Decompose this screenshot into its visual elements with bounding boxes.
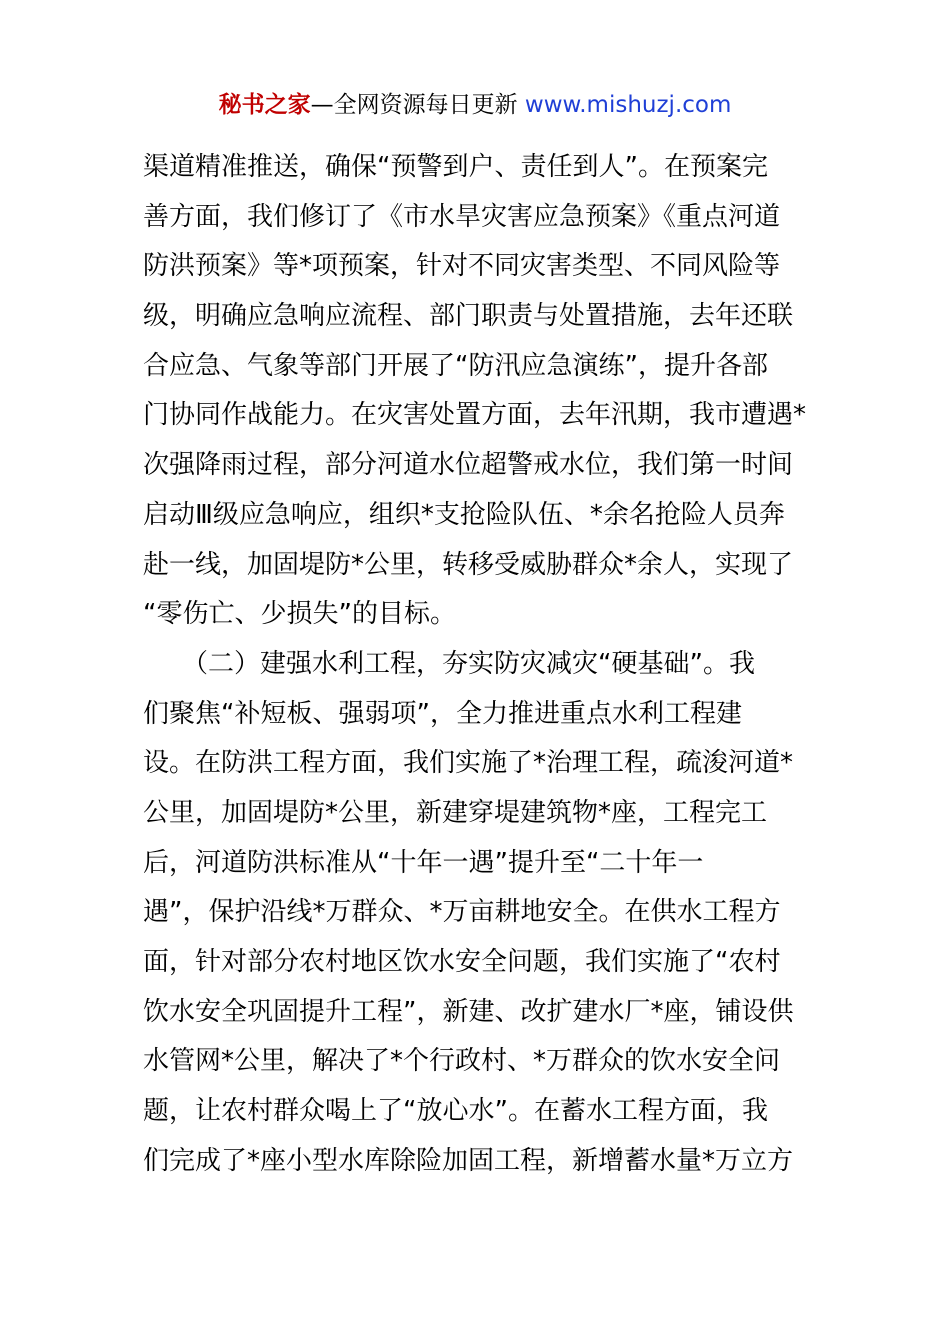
text-line: 们聚焦“补短板、强弱项”，全力推进重点水利工程建	[143, 698, 742, 729]
text-line: 次强降雨过程，部分河道水位超警戒水位，我们第一时间	[143, 450, 794, 481]
text-line: 合应急、气象等部门开展了“防汛应急演练”，提升各部	[143, 350, 768, 381]
header-tagline: —全网资源每日更新	[310, 92, 525, 118]
text-line: 级，明确应急响应流程、部门职责与处置措施，去年还联	[143, 301, 794, 332]
text-line: 们完成了*座小型水库除险加固工程，新增蓄水量*万立方	[143, 1145, 794, 1176]
text-line: “零伤亡、少损失”的目标。	[143, 599, 456, 630]
text-line: 题，让农村群众喝上了“放心水”。在蓄水工程方面，我	[143, 1096, 768, 1127]
text-line: 水管网*公里，解决了*个行政村、*万群众的饮水安全问	[143, 1046, 781, 1077]
text-line: 门协同作战能力。在灾害处置方面，去年汛期，我市遭遇*	[143, 400, 807, 431]
text-line: 面，针对部分农村地区饮水安全问题，我们实施了“农村	[143, 947, 781, 977]
page-header	[0, 88, 950, 122]
text-line: 善方面，我们修订了《市水旱灾害应急预案》《重点河道	[143, 201, 781, 232]
text-line: 渠道精准推送，确保“预警到户、责任到人”。在预案完	[143, 152, 768, 182]
section-heading-line: （二）建强水利工程，夯实防灾减灾“硬基础”。我	[143, 648, 755, 679]
brand-name: 秘书之家	[218, 92, 311, 118]
text-line: 后，河道防洪标准从“十年一遇”提升至“二十年一	[143, 847, 704, 878]
text-line: 饮水安全巩固提升工程”，新建、改扩建水厂*座，铺设供	[143, 996, 794, 1027]
text-line: 遇”，保护沿线*万群众、*万亩耕地安全。在供水工程方	[143, 897, 781, 928]
text-line: 启动Ⅲ级应急响应，组织*支抢险队伍、*余名抢险人员奔	[143, 499, 785, 530]
document-body	[143, 143, 823, 1186]
text-line: 公里，加固堤防*公里，新建穿堤建筑物*座，工程完工	[143, 797, 768, 828]
text-line: 设。在防洪工程方面，我们实施了*治理工程，疏浚河道*	[143, 748, 794, 779]
text-line: 防洪预案》等*项预案，针对不同灾害类型、不同风险等	[143, 251, 781, 282]
text-line: 赴一线，加固堤防*公里，转移受威胁群众*余人，实现了	[143, 549, 794, 580]
website-link[interactable]: www.mishuzj.com	[524, 92, 732, 118]
